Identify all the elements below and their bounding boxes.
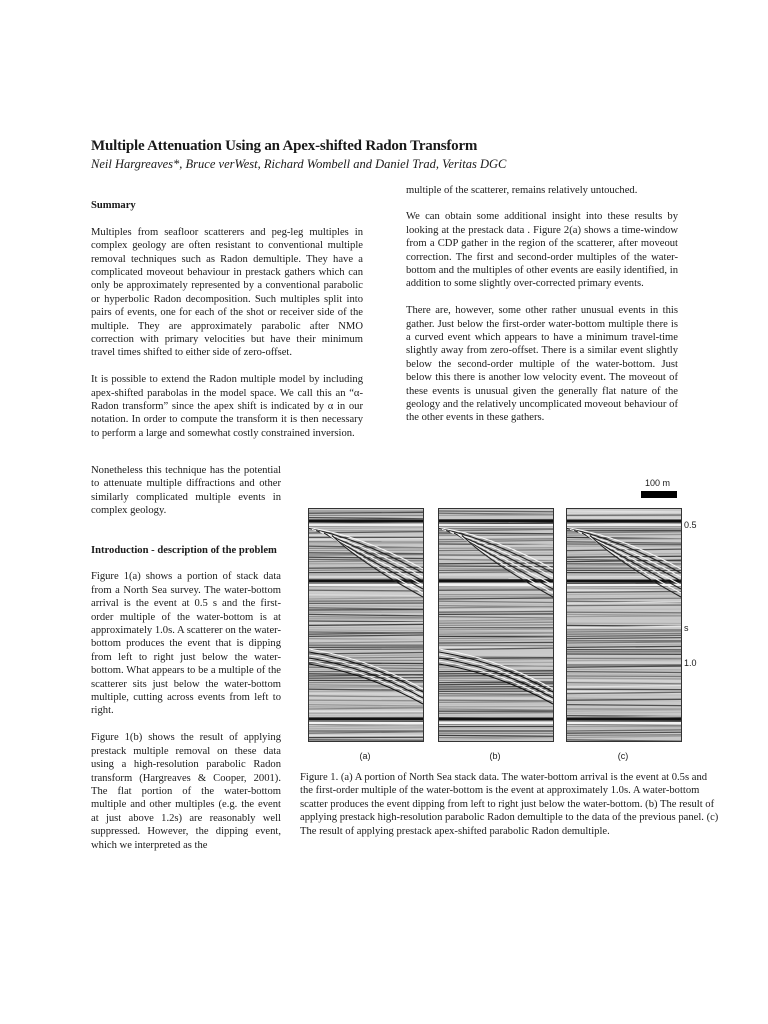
left-column-narrow xyxy=(91,464,281,865)
seismic-panel-b xyxy=(438,508,554,742)
time-tick-1-0: 1.0 xyxy=(684,658,697,668)
left-column-wide xyxy=(91,199,363,440)
time-tick-0-5: 0.5 xyxy=(684,520,697,530)
summary-paragraph-1: Multiples from seafloor scatterers and peg-leg multiples in complex geology are often resistant to conventional multiple removal techniques such as Radon demultiple. They have a complicated moveout behaviour in prestack gathers which can only be approximately represented by a conventional parabolic or hyperbolic Radon decomposition. Such multiples split into pairs of events, one for each of the shot or receiver side of the multiple. They are approximately parabolic after NMO correction with primary velocities but have their minimum travel times shifted to either side of zero-offset. xyxy=(91,226,363,359)
right-paragraph-0: multiple of the scatterer, remains relatively untouched. xyxy=(406,185,638,196)
right-paragraph-2: There are, however, some other rather unusual events in this gather. Just below the first-order water-bottom multiple there is a curved event which appears to have a minimum travel-time slightly away from zero-offset. There is a similar event slightly below the second-order multiple of the water-bottom. Just below this there is another low velocity event. The moveout of these events is unusual given the generally flat nature of the geology and the relatively uncomplicated moveout behaviour of the other events in these gathers. xyxy=(406,305,678,424)
seismic-image-b xyxy=(439,509,553,741)
figure-1-caption: Figure 1. (a) A portion of North Sea stack data. The water-bottom arrival is the event at 0.5s and the first-order multiple of the water-bottom is the event at approximately 1.0s. A water-bottom scatter produces the event dipping from left to right just below the water-bottom. (b) The result of applying prestack high-resolution parabolic Radon demultiple to the data of the previous panel. (c) The result of applying prestack apex-shifted parabolic Radon demultiple. xyxy=(300,772,719,837)
introduction-heading: Introduction - description of the problem xyxy=(91,544,277,556)
panel-label-b: (b) xyxy=(489,751,501,761)
scale-bar xyxy=(641,491,677,498)
seismic-image-c xyxy=(567,509,681,741)
time-unit-label: s xyxy=(684,623,689,633)
summary-heading: Summary xyxy=(91,200,136,211)
figure-1 xyxy=(300,478,720,778)
right-column xyxy=(406,184,678,438)
summary-paragraph-2-continued: Nonetheless this technique has the potential to attenuate multiple diffractions and other similarly complicated multiple events in complex geology. xyxy=(91,465,281,517)
paper-title: Multiple Attenuation Using an Apex-shifted Radon Transform xyxy=(91,138,478,154)
paper-authors: Neil Hargreaves*, Bruce verWest, Richard Wombell and Daniel Trad, Veritas DGC xyxy=(91,157,507,171)
scale-label: 100 m xyxy=(645,478,671,488)
seismic-panel-c xyxy=(566,508,682,742)
intro-paragraph-1: Figure 1(a) shows a portion of stack data from a North Sea survey. The water-bottom arrival is the event at 0.5 s and the first-order multiple of the water-bottom is at approximately 1.0s. A scatterer on the water-bottom produces the event that is dipping from left to right just below the water-bottom. What appears to be a multiple of the scatterer sits just below the water-bottom multiple, cutting across events from left to right. xyxy=(91,571,281,717)
seismic-panel-a xyxy=(308,508,424,742)
summary-paragraph-2: It is possible to extend the Radon multiple model by including apex-shifted parabolas in the model space. We call this an “α-Radon transform” since the apex shift is indicated by α in our notation. In order to compute the transform it is then necessary to perform a large and somewhat costly constrained inversion. xyxy=(91,374,363,439)
right-paragraph-1: We can obtain some additional insight into these results by looking at the prestack data . Figure 2(a) shows a time-window from a CDP gather in the region of the scatterer, after moveout correction. The first and second-order multiples of the water-bottom and the multiples of other events are easily identified, in addition to some slightly over-corrected primary events. xyxy=(406,211,678,290)
panel-label-c: (c) xyxy=(617,751,629,761)
seismic-image-a xyxy=(309,509,423,741)
panel-label-a: (a) xyxy=(359,751,371,761)
intro-paragraph-2: Figure 1(b) shows the result of applying prestack multiple removal on these data using a high-resolution parabolic Radon transform (Hargreaves & Cooper, 2001). The flat portion of the water-bottom multiple and other multiples (e.g. the event at just above 1.2s) are reasonably well suppressed. However, the dipping event, which we interpreted as the xyxy=(91,732,281,851)
